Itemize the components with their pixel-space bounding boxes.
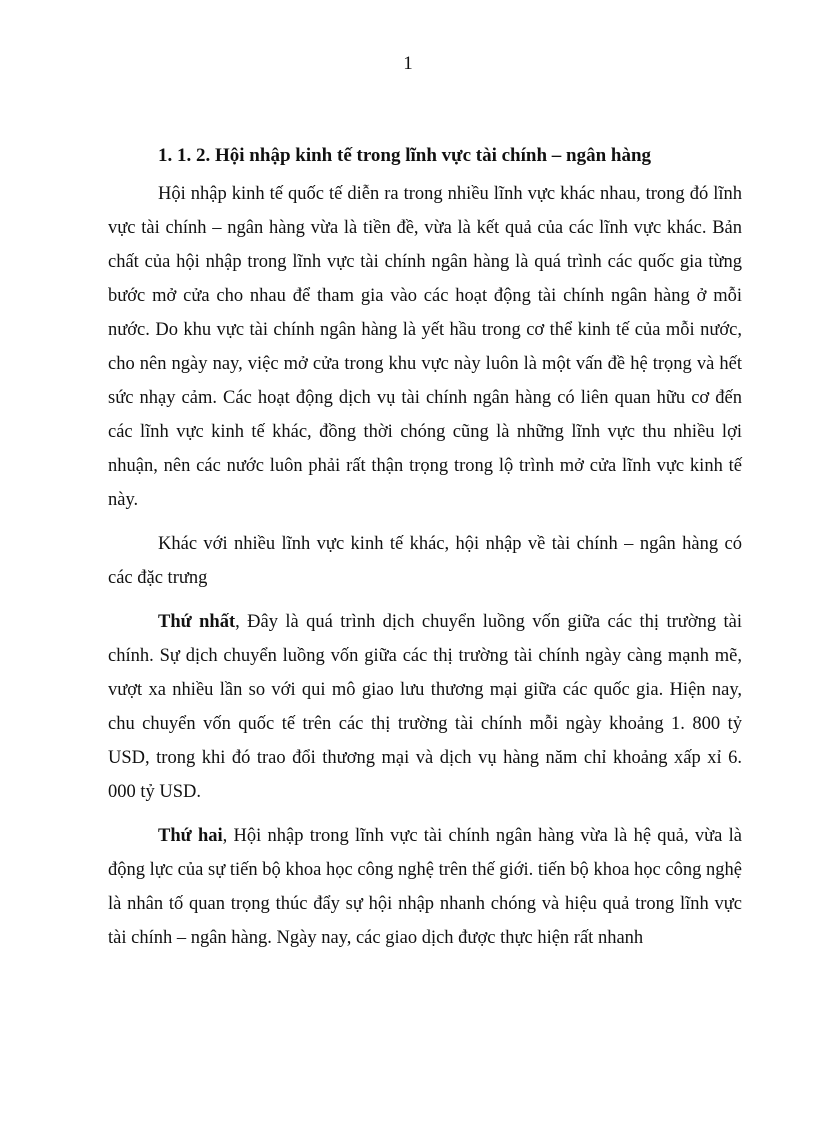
paragraph-intro: Hội nhập kinh tế quốc tế diễn ra trong nhiều lĩnh vực khác nhau, trong đó lĩnh vực tài chính – ngân hàng vừa là tiền đề, vừa là kết quả của các lĩnh vực khác. Bản chất của hội nhập trong lĩnh vực tài chính ngân hàng là quá trình các quốc gia từng bước mở cửa cho nhau để tham gia vào các hoạt động tài chính ngân hàng ở mỗi nước. Do khu vực tài chính ngân hàng là yết hầu trong cơ thể kinh tế của mỗi nước, cho nên ngày nay, việc mở cửa trong khu vực này luôn là một vấn đề hệ trọng và hết sức nhạy cảm. Các hoạt động dịch vụ tài chính ngân hàng có liên quan hữu cơ đến các lĩnh vực kinh tế khác, đồng thời chóng cũng là những lĩnh vực thu nhiều lợi nhuận, nên các nước luôn phải rất thận trọng trong lộ trình mở cửa lĩnh vực kinh tế này. (108, 184, 742, 510)
section-heading: 1. 1. 2. Hội nhập kinh tế trong lĩnh vực tài chính – ngân hàng (158, 145, 652, 166)
first-point-label: Thứ nhất (158, 612, 236, 632)
paragraph-second-point (108, 819, 742, 955)
first-point-text: , Đây là quá trình dịch chuyển luồng vốn giữa các thị trường tài chính. Sự dịch chuyển luồng vốn giữa các thị trường tài chính ngày càng mạnh mẽ, vượt xa nhiều lần so với qui mô giao lưu thương mại giữa các quốc gia. Hiện nay, chu chuyển vốn quốc tế trên các thị trường tài chính mỗi ngày khoảng 1. 800 tỷ USD, trong khi đó trao đổi thương mại và dịch vụ hàng năm chỉ khoảng xấp xỉ 6. 000 tỷ USD. (108, 612, 742, 802)
page-number: 1 (403, 53, 413, 74)
paragraph-first-point (108, 605, 742, 809)
second-point-label: Thứ hai (158, 826, 223, 846)
second-point-text: , Hội nhập trong lĩnh vực tài chính ngân hàng vừa là hệ quả, vừa là động lực của sự tiến bộ khoa học công nghệ trên thế giới. tiến bộ khoa học công nghệ là nhân tố quan trọng thúc đẩy sự hội nhập nhanh chóng và hiệu quả trong lĩnh vực tài chính – ngân hàng. Ngày nay, các giao dịch được thực hiện rất nhanh (108, 826, 742, 948)
paragraph-characteristics: Khác với nhiều lĩnh vực kinh tế khác, hội nhập về tài chính – ngân hàng có các đặc trưng (108, 534, 742, 588)
